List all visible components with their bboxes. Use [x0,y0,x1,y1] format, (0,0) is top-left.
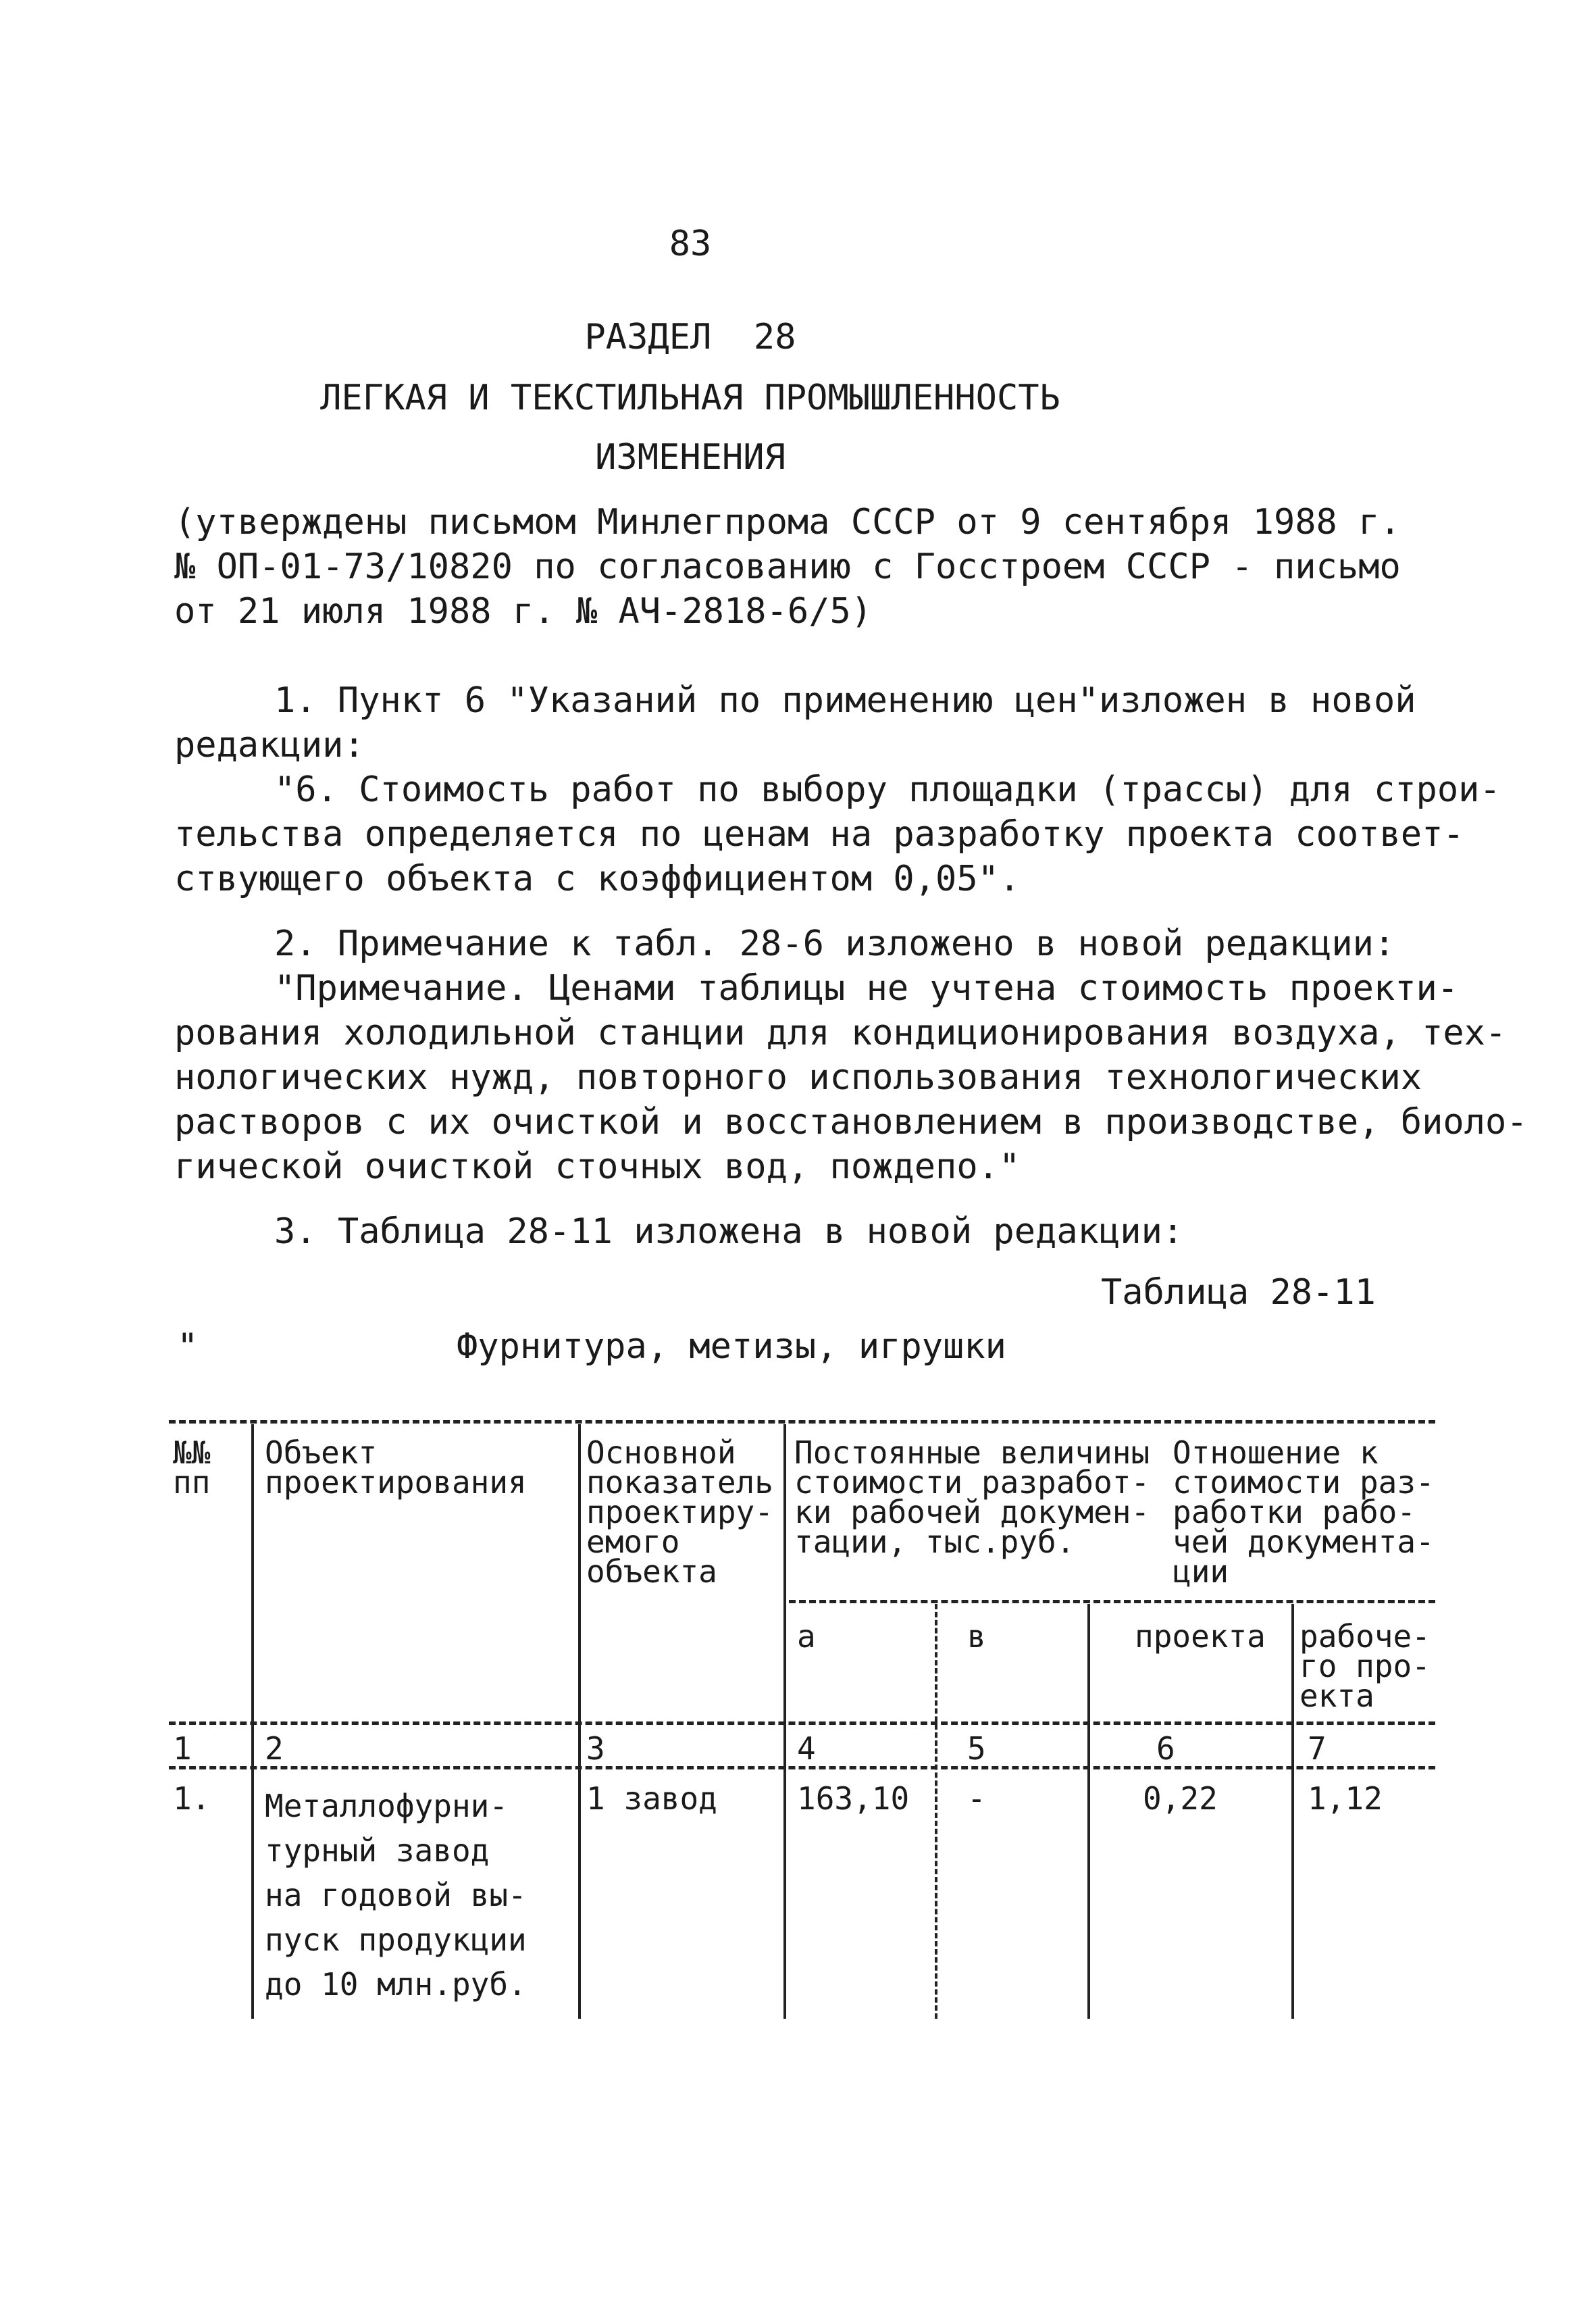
header-indicator: Основной показатель проектиру- емого объекта [586,1434,773,1590]
column-number: 2 [265,1730,284,1767]
column-divider [1291,1604,1294,2019]
page-number: 83 [669,224,712,264]
text-line: рования холодильной станции для кондиционирования воздуха, тех- [174,1013,1507,1053]
header-num: №№ пп [173,1434,211,1501]
text-line: ствующего объекта с коэффициентом 0,05". [174,859,1021,899]
column-number: 6 [1156,1730,1175,1767]
text-line: редакции: [174,725,365,765]
column-divider [1087,1604,1090,2019]
row-a: 163,10 [797,1780,910,1817]
text-line: гической очисткой сточных вод, пождепо." [174,1147,1021,1187]
header-project: проекта [1135,1618,1266,1655]
column-number: 3 [586,1730,605,1767]
approval-line: (утверждены письмом Минлегпрома СССР от 9 сентября 1988 г. [174,502,1401,543]
header-bottom-border [169,1721,1435,1725]
approval-line: от 21 июля 1988 г. № АЧ-2818-6/5) [174,591,873,632]
text-line: "Примечание. Ценами таблицы не учтена стоимость проекти- [274,968,1459,1009]
column-number: 4 [797,1730,816,1767]
text-line: 1. Пункт 6 "Указаний по применению цен"изложен в новой [274,680,1416,721]
header-constants: Постоянные величины стоимости разработ- ки рабочей докумен- тации, тыс.руб. [794,1434,1150,1560]
column-divider [783,1424,786,2019]
text-line: растворов с их очисткой и восстановлением в производстве, биоло- [174,1102,1528,1142]
row-project: 0,22 [1143,1780,1218,1817]
table-top-border [169,1420,1435,1424]
row-num: 1. [173,1780,211,1817]
table-label: Таблица 28-11 [1101,1272,1376,1313]
row-object: Металлофурни- турный завод на годовой вы- пуск продукции до 10 млн.руб. [265,1788,527,2003]
text-line: нологических нужд, повторного использования технологических [174,1057,1422,1098]
header-b: в [967,1618,986,1655]
section-subtitle: ЛЕГКАЯ И ТЕКСТИЛЬНАЯ ПРОМЫШЛЕННОСТЬ [320,378,1060,418]
header-working-project: рабоче- го про- екта [1299,1618,1431,1714]
opening-quote: " [177,1326,199,1367]
section-title: РАЗДЕЛ 28 [584,317,796,357]
column-divider [251,1424,254,2019]
text-line: "6. Стоимость работ по выбору площадки (трассы) для строи- [274,770,1501,810]
approval-line: № ОП-01-73/10820 по согласованию с Госстроем СССР - письмо [174,547,1401,587]
text-line: 2. Примечание к табл. 28-6 изложено в новой редакции: [274,924,1395,964]
header-a: а [797,1618,816,1655]
text-line: тельства определяется по ценам на разработку проекта соответ- [174,814,1464,855]
row-b: - [967,1780,986,1817]
changes-heading: ИЗМЕНЕНИЯ [595,437,786,478]
column-divider [935,1604,937,2019]
column-number: 7 [1308,1730,1327,1767]
row-indicator: 1 завод [586,1780,717,1817]
header-ratio: Отношение к стоимости раз- работки рабо- чей документа- ции [1173,1434,1435,1590]
header-object: Объект проектирования [265,1434,527,1501]
column-divider [578,1424,581,2019]
table-caption: Фурнитура, метизы, игрушки [457,1326,1006,1367]
subheader-divider [789,1600,1435,1603]
column-number: 1 [173,1730,192,1767]
column-number: 5 [967,1730,986,1767]
paragraph-3: 3. Таблица 28-11 изложена в новой редакции: [274,1211,1184,1252]
row-working-project: 1,12 [1308,1780,1383,1817]
